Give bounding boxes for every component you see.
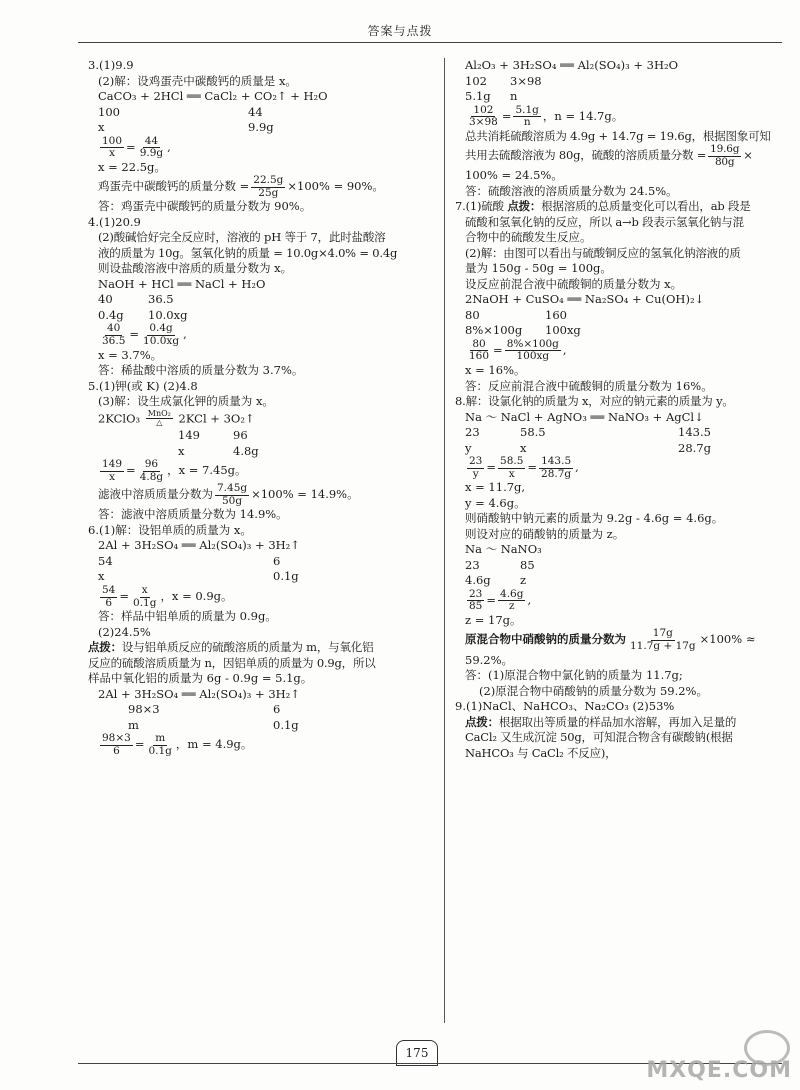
q7-line: 量为 150g - 50g = 100g。: [465, 261, 612, 276]
q4-proportion: $\frac{40}{36.5}$ = $\frac{0.4g}{10.0xg}$ ,: [102, 323, 187, 347]
q6-equation-2: 2Al + 3H₂SO₄ ══ Al₂(SO₄)₃ + 3H₂↑: [98, 686, 300, 701]
q3-answer: 答：鸡蛋壳中碳酸钙的质量分数为 90%。: [98, 199, 312, 214]
q6-ratio-row: 102 3×98: [465, 73, 542, 88]
q3-line: (2)解：设鸡蛋壳中碳酸钙的质量是 x。: [98, 73, 297, 88]
q8-answer: (2)原混合物中硝酸钠的质量分数为 59.2%。: [479, 683, 708, 698]
q7-proportion: $\frac{80}{160}$ = $\frac{8\%\times 100g}{100xg}$ ,: [469, 338, 567, 363]
q7-equation: 2NaOH + CuSO₄ ══ Na₂SO₄ + Cu(OH)₂↓: [465, 292, 705, 307]
q5-proportion: $\frac{149}{x}$ = $\frac{96}{4.8g}$ ，x = 7.45g。: [102, 459, 247, 483]
q6-tip: 反应的硫酸溶质质量为 n，因铝单质的质量为 0.9g，所以: [88, 655, 376, 670]
q3-ratio-row: 100 44: [98, 104, 263, 119]
q4-result: x = 3.7%。: [98, 347, 163, 362]
q7-tip: 合物中的硫酸发生反应。: [465, 230, 592, 245]
q6-tip: 样品中氧化铝的质量为 6g - 0.9g = 5.1g。: [88, 671, 313, 686]
watermark: [642, 1030, 792, 1086]
q7-ratio-row: 8%×100g 100xg: [465, 323, 581, 338]
q6-proportion: $\frac{54}{6}$ = $\frac{x}{0.1g}$ ，x = 0.9g。: [102, 584, 233, 609]
page-header: [0, 0, 800, 46]
q6-tip: 点拨：设与铝单质反应的硫酸溶质的质量为 m，与氧化铝: [88, 640, 374, 655]
q8-ratio-row: y x 28.7g: [465, 440, 711, 455]
q5-equation: 2KClO₃ $\frac{\text{MnO₂}}{\triangle}$ 2KCl + 3O₂↑: [98, 409, 255, 428]
q6-total: 100% = 24.5%。: [465, 168, 563, 183]
q6-ratio-row: 54 6: [98, 553, 281, 568]
q8-equation-2: Na ～ NaNO₃: [465, 542, 542, 557]
q4-ratio-row: 40 36.5: [98, 292, 174, 307]
watermark-text: MXQE.COM: [646, 1058, 792, 1083]
q6-proportion-2: $\frac{98\times 3}{6}$ = $\frac{m}{0.1g}$ ，m = 4.9g。: [102, 733, 253, 757]
q5-head: 5.(1)钾(或 K) (2)4.8: [88, 378, 198, 393]
q3-percent: 鸡蛋壳中碳酸钙的质量分数 = $\frac{22.5g}{25g}$ ×100% = 90%。: [98, 175, 384, 199]
q7-answer: 答：反应前混合液中硫酸铜的质量分数为 16%。: [465, 378, 713, 393]
q7-ratio-row: 80 160: [465, 307, 567, 322]
right-column: [455, 58, 793, 761]
q9-tip: CaCl₂ 又生成沉淀 50g，可知混合物含有碳酸钠(根据: [465, 730, 733, 745]
q8-answer: 答：(1)原混合物中氯化钠的质量为 11.7g;: [465, 668, 683, 683]
q5-ratio-row: x 4.8g: [178, 443, 259, 458]
q7-tip: 硫酸和氢氧化钠的反应，所以 a→b 段表示氢氧化钠与混: [465, 214, 744, 229]
q6-ratio-row: m 0.1g: [128, 717, 299, 732]
q8-head: 8.解：设氯化钠的质量为 x，对应的钠元素的质量为 y。: [455, 394, 734, 409]
page-number: 175: [396, 1040, 438, 1066]
q6-answer-2: 答：硫酸溶液的溶质质量分数为 24.5%。: [465, 183, 678, 198]
q4-equation: NaOH + HCl ══ NaCl + H₂O: [98, 276, 266, 291]
q8-proportion: $\frac{23}{y}$ = $\frac{58.5}{x}$ = $\frac{143.5}{28.7g}$ ,: [469, 456, 579, 480]
q3-result: x = 22.5g。: [98, 159, 166, 174]
q5-ratio-row: 149 96: [178, 428, 248, 443]
q6-ratio-row: 5.1g n: [465, 89, 518, 104]
q4-head: 4.(1)20.9: [88, 214, 141, 229]
q9-head: 9.(1)NaCl、NaHCO₃、Na₂CO₃ (2)53%: [455, 699, 675, 714]
q8-proportion-2: $\frac{23}{85}$ = $\frac{4.6g}{z}$ ,: [469, 588, 532, 613]
q6-answer: 答：样品中铝单质的质量为 0.9g。: [98, 609, 277, 624]
q8-ratio-row: 4.6g z: [465, 573, 527, 588]
q8-line: 则设对应的硝酸钠的质量为 z。: [465, 526, 625, 541]
q8-percent: 原混合物中硝酸钠的质量分数为 $\frac{17g}{11.7g + 17g}$ ×100% ≈: [465, 628, 756, 652]
q8-percent-value: 59.2%。: [465, 652, 514, 667]
q7-head: 7.(1)硫酸 点拨：根据溶质的总质量变化可以看出，ab 段是: [455, 199, 751, 214]
q6-proportion-3: $\frac{102}{3\times 98}$ = $\frac{5.1g}{n}$ ，n = 14.7g。: [469, 104, 624, 129]
q9-tip: 点拨：根据取出等质量的样品加水溶解，再加入足量的: [465, 714, 737, 729]
q5-answer: 答：滤液中溶质质量分数为 14.9%。: [98, 507, 288, 522]
column-divider: [444, 58, 445, 1023]
q6-part2: (2)24.5%: [98, 624, 151, 639]
q6-total: 总共消耗硫酸溶质为 4.9g + 14.7g = 19.6g，根据图象可知: [465, 128, 771, 143]
q3-head: 3.(1)9.9: [88, 58, 134, 72]
q4-ratio-row: 0.4g 10.0xg: [98, 307, 188, 322]
q8-result: z = 17g。: [465, 612, 522, 627]
q8-ratio-row: 23 58.5 143.5: [465, 425, 711, 440]
q3-equation: CaCO₃ + 2HCl ══ CaCl₂ + CO₂↑ + H₂O: [98, 89, 328, 104]
q6-ratio-row: x 0.1g: [98, 569, 299, 584]
q7-line: 设反应前混合液中硫酸铜的质量分数为 x。: [465, 276, 683, 291]
q7-line: (2)解：由图可以看出与硫酸铜反应的氢氧化钠溶液的质: [465, 245, 741, 260]
q5-percent: 滤液中溶质质量分数为 $\frac{7.45g}{50g}$ ×100% = 14.9%。: [98, 483, 359, 507]
q8-result: y = 4.6g。: [465, 495, 526, 510]
header-rule: [78, 42, 782, 43]
q5-line: (3)解：设生成氯化钾的质量为 x。: [98, 394, 274, 409]
q6-head: 6.(1)解：设铝单质的质量为 x。: [88, 522, 252, 537]
q6-equation: 2Al + 3H₂SO₄ ══ Al₂(SO₄)₃ + 3H₂↑: [98, 538, 300, 553]
q8-ratio-row: 23 85: [465, 557, 535, 572]
q8-result: x = 11.7g,: [465, 480, 526, 495]
q9-tip: NaHCO₃ 与 CaCl₂ 不反应)，: [465, 745, 617, 760]
q7-result: x = 16%。: [465, 363, 526, 378]
q6-ratio-row: 98×3 6: [128, 702, 281, 717]
q8-line: 则硝酸钠中钠元素的质量为 9.2g - 4.6g = 4.6g。: [465, 511, 724, 526]
q4-answer: 答：稀盐酸中溶质的质量分数为 3.7%。: [98, 363, 304, 378]
q3-proportion: $\frac{100}{x}$ = $\frac{44}{9.9g}$ ,: [102, 135, 171, 160]
q4-line: 则设盐酸溶液中溶质的质量分数为 x。: [98, 261, 293, 276]
q6-total: 共用去硫酸溶液为 80g，硫酸的溶质质量分数 = $\frac{19.6g}{80g}$ ×: [465, 144, 753, 168]
q6-equation-3: Al₂O₃ + 3H₂SO₄ ══ Al₂(SO₄)₃ + 3H₂O: [465, 58, 679, 72]
header-title: 答案与点拨: [367, 24, 433, 38]
q8-equation: Na ～ NaCl + AgNO₃ ══ NaNO₃ + AgCl↓: [465, 409, 704, 424]
q4-line: (2)酸碱恰好完全反应时，溶液的 pH 等于 7，此时盐酸溶: [98, 230, 386, 245]
left-column: [88, 58, 436, 757]
q3-ratio-row: x 9.9g: [98, 120, 274, 135]
q4-line: 液的质量为 10g。氢氧化钠的质量 = 10.0g×4.0% = 0.4g: [98, 245, 398, 260]
